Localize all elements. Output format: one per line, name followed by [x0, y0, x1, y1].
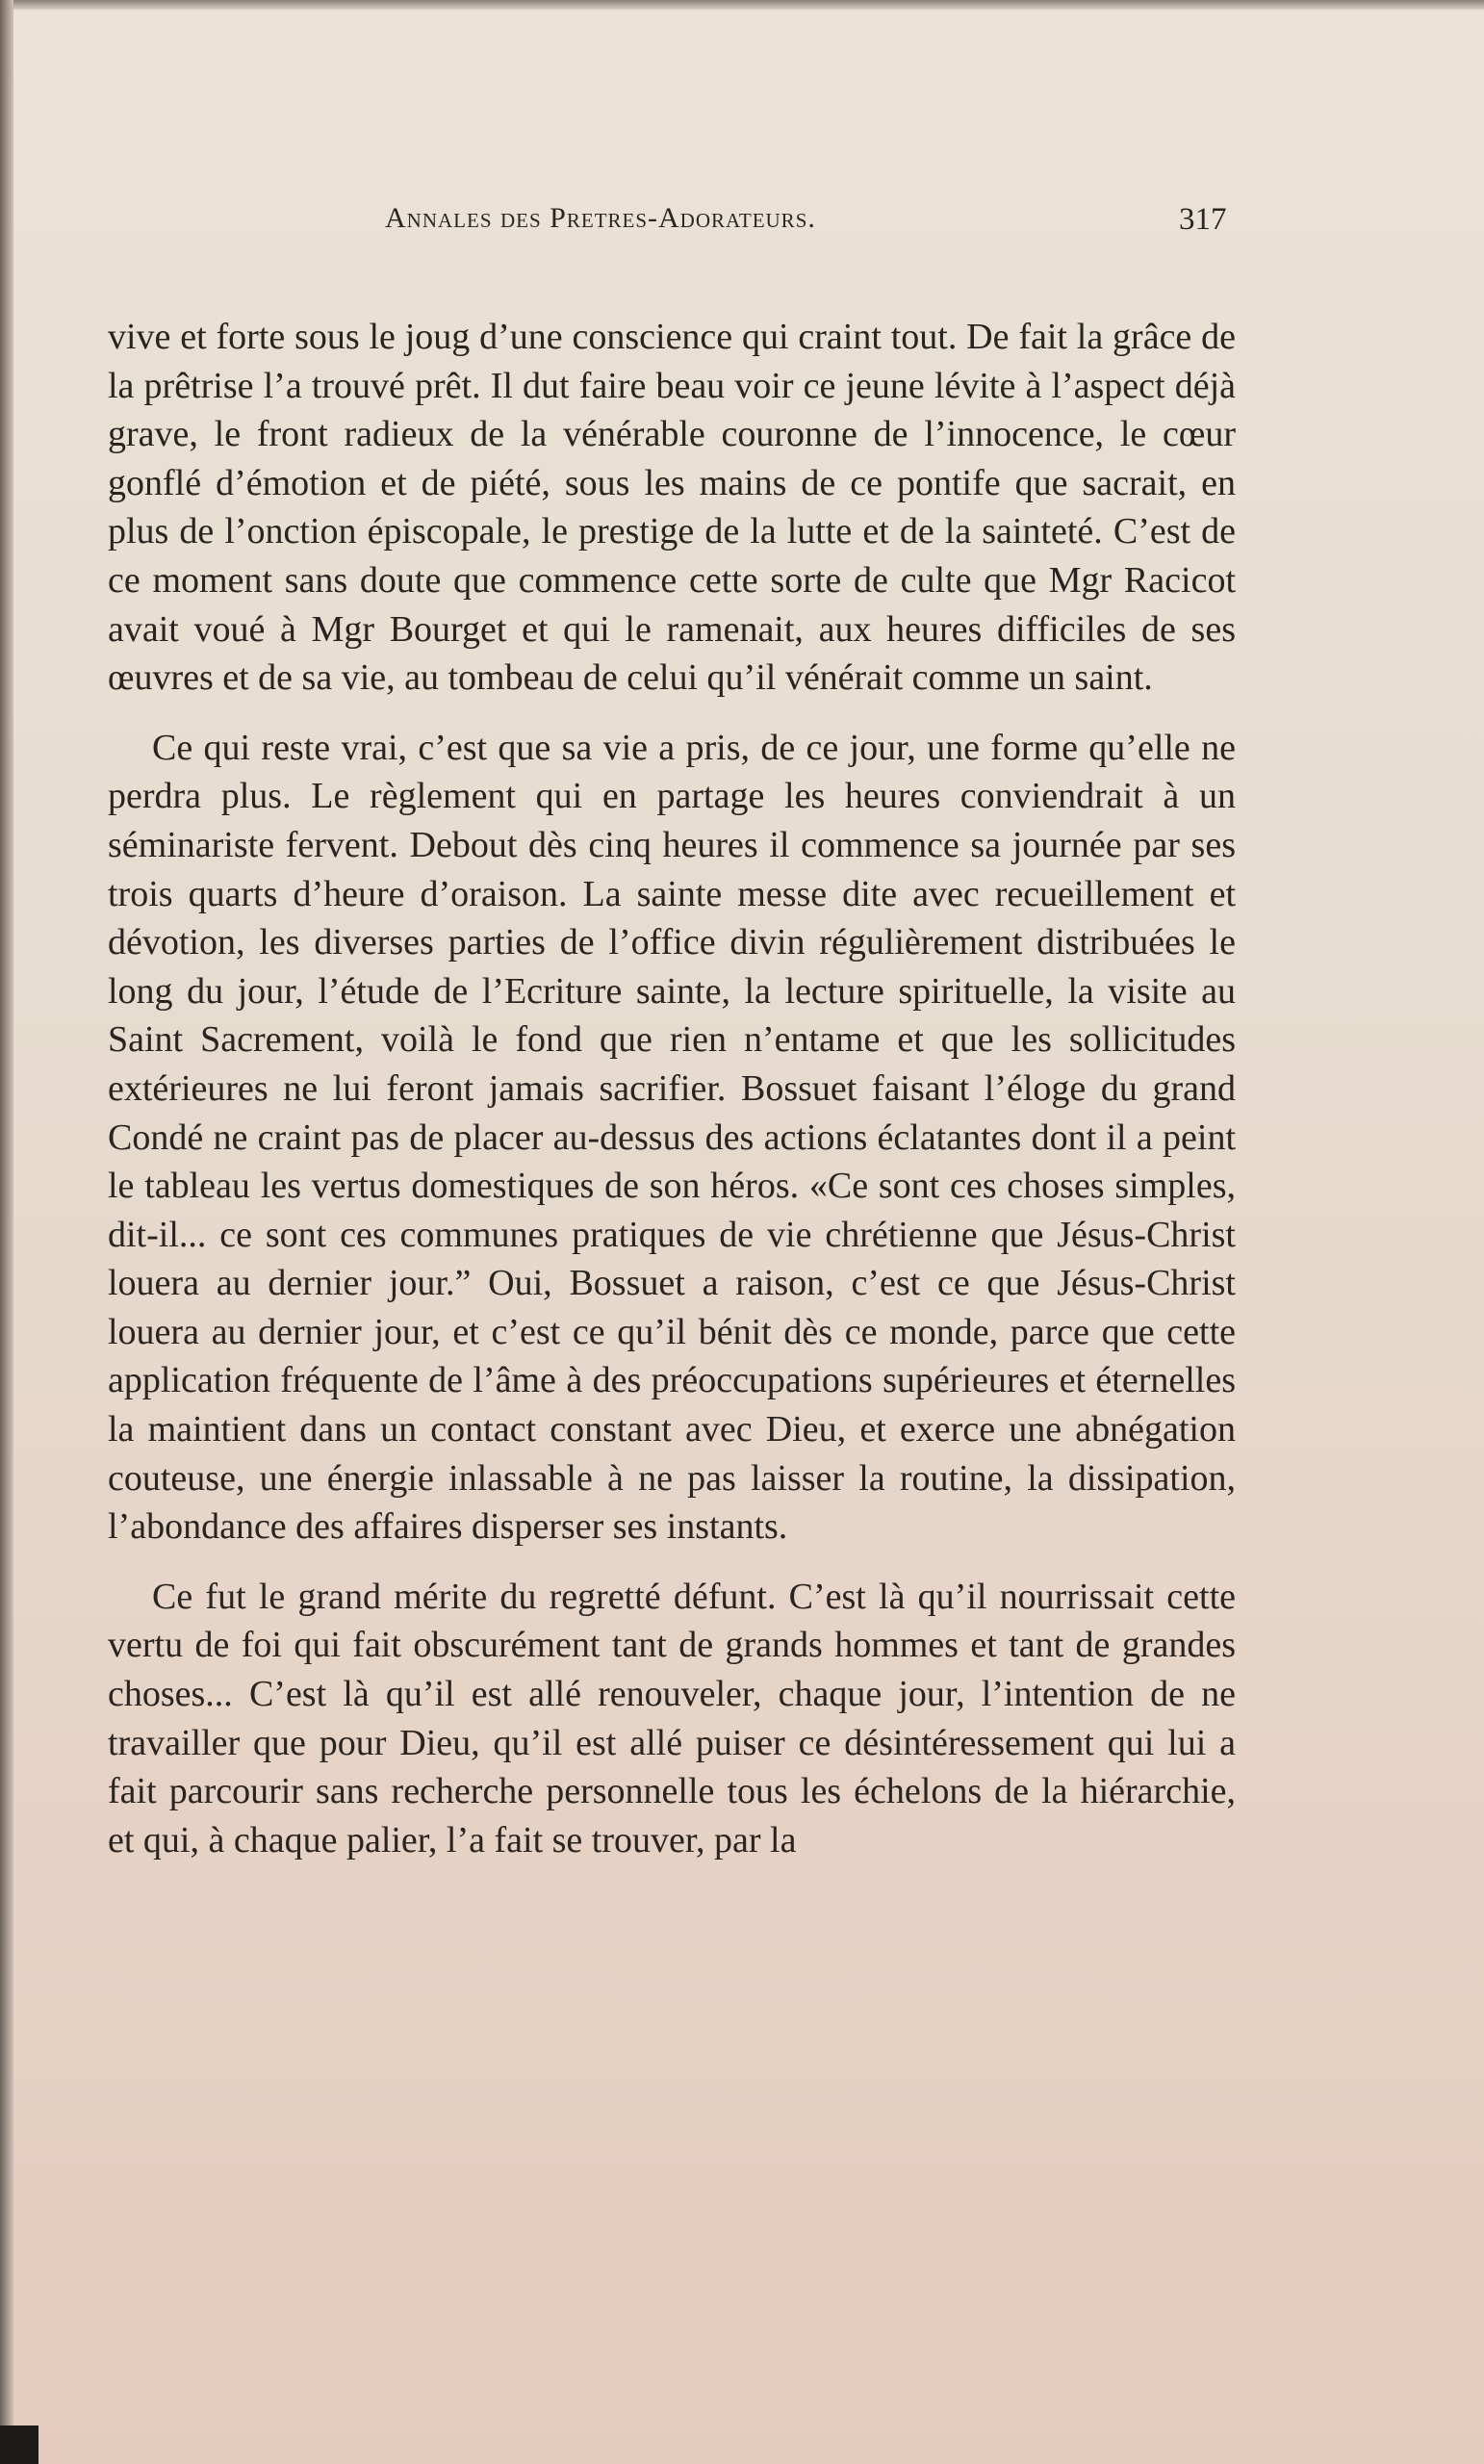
page-number: 317 [1179, 202, 1227, 237]
body-text [108, 313, 1236, 1886]
running-header-text: Annales des Pretres-Adorateurs. [385, 202, 816, 234]
paragraph-3: Ce fut le grand mérite du regretté défunt. C’est là qu’il nourrissait cette vertu de foi qui fait obscurément tant de grands hommes et tant de grandes choses... C’est là qu’il est allé renouveler, chaque jour, l’intention de ne travailler que pour Dieu, qu’il est allé puiser ce désintéressement qui lui a fait parcourir sans recherche personnelle tous les échelons de la hiérarchie, et qui, à chaque palier, l’a fait se trouver, par la [108, 1576, 1236, 1861]
paragraph-1: vive et forte sous le joug d’une conscience qui craint tout. De fait la grâce de la prêtrise l’a trouvé prêt. Il dut faire beau voir ce jeune lévite à l’aspect déjà grave, le front radieux de la vénérable couronne de l’innocence, le cœur gonflé d’émotion et de piété, sous les mains de ce pontife que sacrait, en plus de l’onction épiscopale, le prestige de la lutte et de la sainteté. C’est de ce moment sans doute que commence cette sorte de culte que Mgr Racicot avait voué à Mgr Bourget et qui le ramenait, aux heures difficiles de ses œuvres et de sa vie, au tombeau de celui qu’il vénérait comme un saint. [108, 317, 1236, 699]
page-binding-edge [0, 0, 13, 2464]
running-header-title [385, 202, 816, 235]
page-top-edge [0, 0, 1484, 10]
paragraph-2: Ce qui reste vrai, c’est que sa vie a pris, de ce jour, une forme qu’elle ne perdra plus. Le règlement qui en partage les heures conviendrait à un séminariste fervent. Debout dès cinq heures il commence sa journée par ses trois quarts d’heure d’oraison. La sainte messe dite avec recueillement et dévotion, les diverses parties de l’office divin régulièrement distribuées le long du jour, l’étude de l’Ecriture sainte, la lecture spirituelle, la visite au Saint Sacrement, voilà le fond que rien n’entame et que les sollicitudes extérieures ne lui feront jamais sacrifier. Bossuet faisant l’éloge du grand Condé ne craint pas de placer au-dessus des actions éclatantes dont il a peint le tableau les vertus domestiques de son héros. «Ce sont ces choses simples, dit-il... ce sont ces communes pratiques de vie chrétienne que Jésus-Christ louera au dernier jour.” Oui, Bossuet a raison, c’est ce que Jésus-Christ louera au dernier jour, et c’est ce qu’il bénit dès ce monde, parce que cette application fréquente de l’âme à des préoccupations supérieures et éternelles la maintient dans un contact constant avec Dieu, et exerce une abnégation couteuse, une énergie inlassable à ne pas laisser la routine, la dissipation, l’abondance des affaires disperser ses instants. [108, 727, 1236, 1548]
scan-corner-shadow [0, 2426, 38, 2464]
